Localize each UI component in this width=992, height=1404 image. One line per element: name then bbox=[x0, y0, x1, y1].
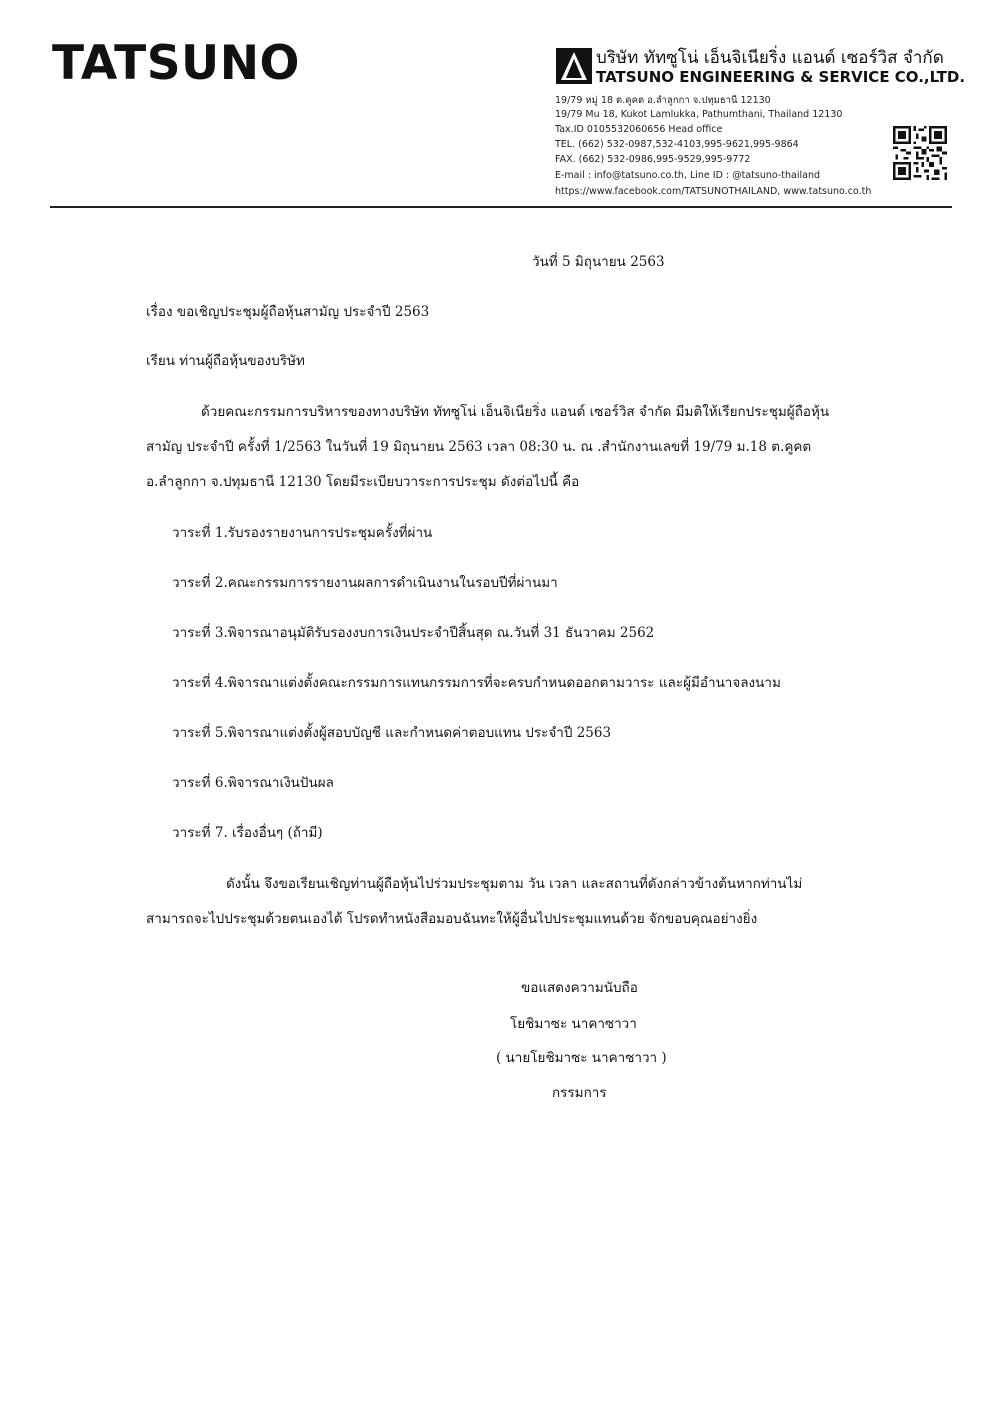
qr-code-icon bbox=[893, 126, 947, 180]
company-name-english: TATSUNO ENGINEERING & SERVICE CO.,LTD. bbox=[596, 68, 966, 86]
address-thai: 19/79 หมู่ 18 ต.คูคต อ.ลำลูกกา จ.ปทุมธานี 12130 bbox=[555, 95, 771, 106]
letter-date: วันที่ 5 มิถุนายน 2563 bbox=[532, 254, 665, 270]
letter-subject: เรื่อง ขอเชิญประชุมผู้ถือหุ้นสามัญ ประจำปี 2563 bbox=[146, 304, 430, 320]
printed-name: ( นายโยชิมาซะ นาคาซาวา ) bbox=[496, 1050, 667, 1066]
agenda-item: วาระที่ 7. เรื่องอื่นๆ (ถ้ามี) bbox=[172, 825, 323, 841]
closing-line: สามารถจะไปประชุมด้วยตนเองได้ โปรดทำหนังสือมอบฉันทะให้ผู้อื่นไปประชุมแทนด้วย จักขอบคุณอย่างยิ่ง bbox=[146, 911, 758, 927]
address-english: 19/79 Mu 18, Kukot Lamlukka, Pathumthani, Thailand 12130 bbox=[555, 109, 843, 120]
signoff: ขอแสดงความนับถือ bbox=[521, 980, 638, 996]
telephone: TEL. (662) 532-0987,532-4103,995-9621,995-9864 bbox=[555, 139, 799, 150]
agenda-item: วาระที่ 3.พิจารณาอนุมัติรับรองงบการเงินประจำปีสิ้นสุด ณ.วันที่ 31 ธันวาคม 2562 bbox=[172, 625, 655, 641]
company-emblem-icon bbox=[556, 48, 592, 84]
header-divider bbox=[50, 206, 952, 208]
web-line: https://www.facebook.com/TATSUNOTHAILAND, www.tatsuno.co.th bbox=[555, 186, 872, 197]
letter-recipient: เรียน ท่านผู้ถือหุ้นของบริษัท bbox=[146, 353, 305, 369]
agenda-item: วาระที่ 5.พิจารณาแต่งตั้งผู้สอบบัญชี และกำหนดค่าตอบแทน ประจำปี 2563 bbox=[172, 725, 612, 741]
signer-position: กรรมการ bbox=[552, 1085, 607, 1101]
agenda-item: วาระที่ 4.พิจารณาแต่งตั้งคณะกรรมการแทนกรรมการที่จะครบกำหนดออกตามวาระ และผู้มีอำนาจลงนาม bbox=[172, 675, 781, 691]
signature-name: โยชิมาซะ นาคาซาวา bbox=[510, 1016, 637, 1032]
intro-line: อ.ลำลูกกา จ.ปทุมธานี 12130 โดยมีระเบียบวาระการประชุม ดังต่อไปนี้ คือ bbox=[146, 474, 580, 490]
agenda-item: วาระที่ 2.คณะกรรมการรายงานผลการดำเนินงานในรอบปีที่ผ่านมา bbox=[172, 575, 558, 591]
intro-line: ด้วยคณะกรรมการบริหารของทางบริษัท ทัทซูโน่ เอ็นจิเนียริ่ง แอนด์ เซอร์วิส จำกัด มีมติให้เรียกประชุมผู้ถือหุ้น bbox=[201, 404, 830, 420]
agenda-item: วาระที่ 6.พิจารณาเงินปันผล bbox=[172, 775, 334, 791]
company-name-thai: บริษัท ทัทซูโน่ เอ็นจิเนียริ่ง แอนด์ เซอร์วิส จำกัด bbox=[596, 48, 944, 68]
closing-line: ดังนั้น จึงขอเรียนเชิญท่านผู้ถือหุ้นไปร่วมประชุมตาม วัน เวลา และสถานที่ดังกล่าวข้างต้นหากท่านไม่ bbox=[226, 876, 803, 892]
tax-id: Tax.ID 0105532060656 Head office bbox=[555, 124, 723, 135]
email-line: E-mail : info@tatsuno.co.th, Line ID : @tatsuno-thailand bbox=[555, 170, 821, 181]
intro-line: สามัญ ประจำปี ครั้งที่ 1/2563 ในวันที่ 19 มิถุนายน 2563 เวลา 08:30 น. ณ .สำนักงานเลขที่ 19/79 ม.18 ต.คูคต bbox=[146, 439, 812, 455]
fax: FAX. (662) 532-0986,995-9529,995-9772 bbox=[555, 154, 751, 165]
company-logo: TATSUNO bbox=[52, 36, 301, 91]
agenda-item: วาระที่ 1.รับรองรายงานการประชุมครั้งที่ผ่าน bbox=[172, 525, 433, 541]
